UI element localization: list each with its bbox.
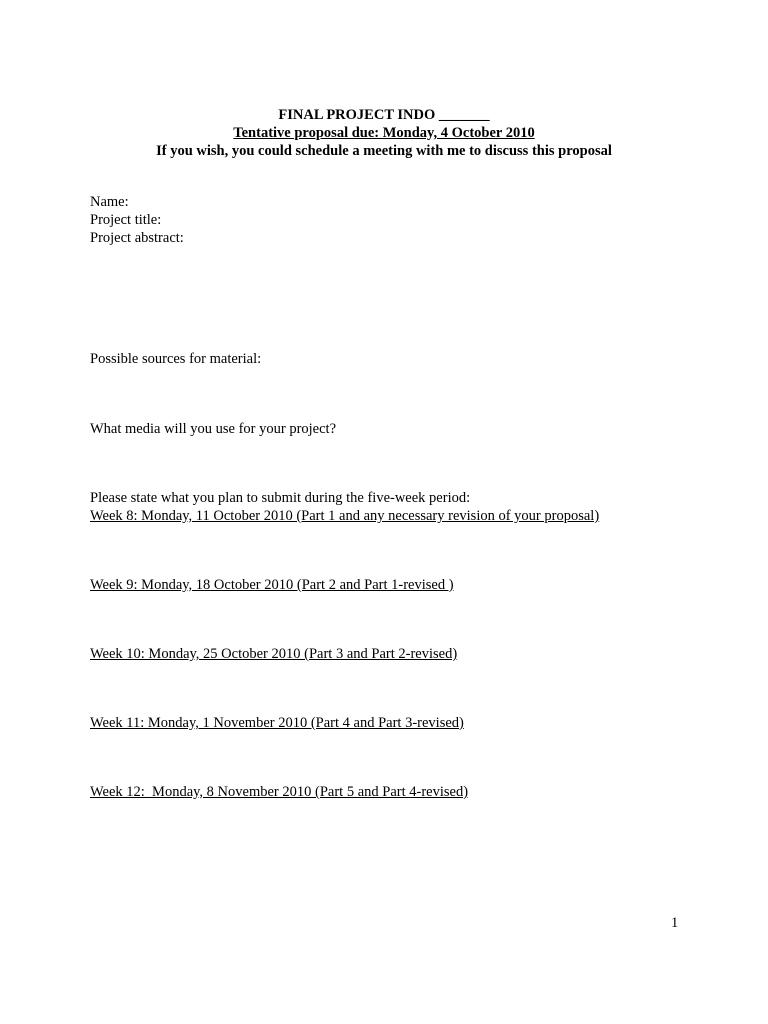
document-header — [0, 106, 768, 160]
week-11-deadline: Week 11: Monday, 1 November 2010 (Part 4 and Part 3-revised) — [90, 715, 464, 731]
week-9-deadline: Week 9: Monday, 18 October 2010 (Part 2 and Part 1-revised ) — [90, 577, 454, 593]
plan-intro: Please state what you plan to submit during the five-week period: — [90, 490, 471, 506]
week-12-deadline: Week 12: Monday, 8 November 2010 (Part 5 and Part 4-revised) — [90, 784, 469, 800]
week-8-deadline: Week 8: Monday, 11 October 2010 (Part 1 and any necessary revision of your proposal) — [90, 508, 600, 524]
project-abstract-label: Project abstract: — [90, 230, 184, 246]
sources-label: Possible sources for material: — [90, 351, 262, 367]
proposal-due-date: Tentative proposal due: Monday, 4 October 2010 — [233, 125, 535, 141]
week-10-deadline: Week 10: Monday, 25 October 2010 (Part 3 and Part 2-revised) — [90, 646, 458, 662]
media-label: What media will you use for your project? — [90, 421, 337, 437]
name-label: Name: — [90, 194, 129, 210]
page-number: 1 — [671, 915, 679, 931]
project-title-label: Project title: — [90, 212, 162, 228]
meeting-note: If you wish, you could schedule a meeting with me to discuss this proposal — [156, 143, 612, 159]
document-title: FINAL PROJECT INDO _______ — [278, 107, 490, 123]
